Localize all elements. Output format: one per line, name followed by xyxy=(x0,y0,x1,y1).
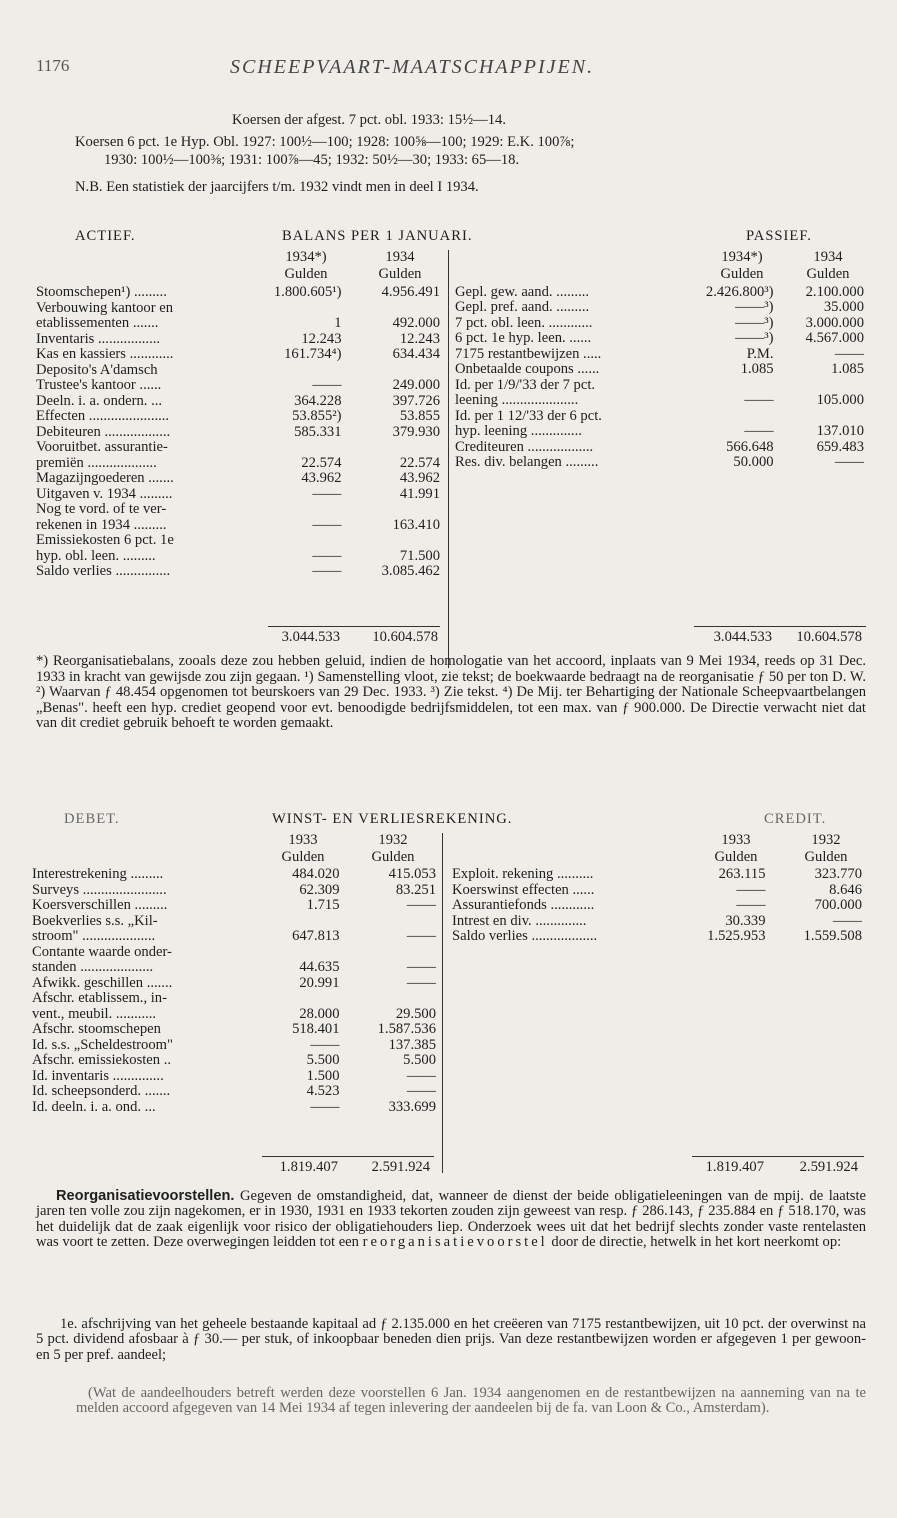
debet-label: Surveys ....................... xyxy=(32,881,167,898)
actief-value: 43.962 xyxy=(301,470,342,486)
passief-value: 659.483 xyxy=(816,438,864,455)
balans-right-total-1: 3.044.533 xyxy=(713,629,772,645)
debet-label: Afschr. emissiekosten .. xyxy=(32,1052,172,1068)
debet-value: 647.813 xyxy=(292,928,340,944)
reorg-paragraph-2: 1e. afschrijving van het geheele bestaande kapitaal ad ƒ 2.135.000 en het creëeren van 7175 restantbewijzen, uit 10 pct. der overwinst na 5 pct. dividend afosbaar à ƒ 30.— per stuk, of inkoopbaar beneden dien prijs. Van deze restantbewijzen worden er afgegeven 1 per gewoon- en 5 per pref. aandeel; xyxy=(36,1316,866,1363)
passief-value: ——³) xyxy=(735,314,774,331)
actief-label: Saldo verlies ............... xyxy=(36,563,171,579)
actief-row xyxy=(36,533,440,549)
actief-label: Effecten ...................... xyxy=(36,408,170,424)
balans-right-total-rule xyxy=(694,626,866,627)
debet-value: —— xyxy=(406,974,436,991)
reorg-heading: Reorganisatievoorstellen. xyxy=(56,1188,235,1204)
passief-value: —— xyxy=(834,454,864,470)
passief-label: 7175 restantbewijzen ..... xyxy=(455,345,602,362)
credit-value: —— xyxy=(832,912,862,929)
credit-value: 263.115 xyxy=(718,866,766,882)
passief-label: Id. per 1 12/'33 der 6 pct. xyxy=(455,407,602,424)
debet-row xyxy=(32,1007,436,1023)
balans-left-total-2: 10.604.578 xyxy=(372,629,438,645)
credit-label: Koerswinst effecten ...... xyxy=(452,881,595,898)
actief-label: hyp. obl. leen. ......... xyxy=(36,547,156,564)
debet-row xyxy=(32,1100,436,1116)
debet-value xyxy=(269,991,339,1007)
actief-value: 12.243 xyxy=(301,330,342,347)
debet-value xyxy=(340,914,436,930)
actief-row xyxy=(36,394,440,410)
passief-value: 1.085 xyxy=(740,361,774,377)
passief-value: 566.648 xyxy=(726,438,774,455)
actief-label: Deposito's A'damsch xyxy=(36,361,158,378)
debet-value: 484.020 xyxy=(292,866,340,882)
passief-value: 35.000 xyxy=(823,299,864,315)
debet-value xyxy=(340,945,436,961)
actief-row xyxy=(36,363,440,379)
debet-value: 62.309 xyxy=(299,881,340,898)
passief-value xyxy=(774,266,864,285)
passief-row xyxy=(455,455,864,471)
debet-value: —— xyxy=(406,1067,436,1084)
passief-row xyxy=(455,440,864,456)
actief-row xyxy=(36,502,440,518)
debet-row xyxy=(32,914,436,930)
actief-value: 585.331 xyxy=(294,423,342,440)
debet-value: 44.635 xyxy=(299,959,340,975)
actief-value: 12.243 xyxy=(399,330,440,347)
actief-value: 249.000 xyxy=(392,377,440,393)
debet-row xyxy=(32,991,436,1007)
debet-row xyxy=(32,929,436,945)
wv-left-total-1: 1.819.407 xyxy=(279,1159,338,1175)
passief-value: 4.567.000 xyxy=(805,330,864,346)
actief-row xyxy=(36,549,440,565)
passief-row xyxy=(455,331,864,347)
actief-row xyxy=(36,564,440,580)
actief-row xyxy=(36,285,440,301)
debet-value: 4.523 xyxy=(306,1083,340,1099)
actief-value: —— xyxy=(312,547,342,564)
actief-label: Trustee's kantoor ...... xyxy=(36,377,162,393)
actief-value xyxy=(273,440,341,456)
credit-value: 1.559.508 xyxy=(803,928,862,944)
passief-value xyxy=(696,269,773,285)
debet-label: Afschr. stoomschepen xyxy=(32,1021,161,1037)
balans-left-unit-1: Gulden xyxy=(284,266,328,282)
passief-label: Crediteuren .................. xyxy=(455,438,594,455)
debet-value: 20.991 xyxy=(299,974,340,991)
actief-value xyxy=(342,502,441,518)
actief-value xyxy=(273,363,341,379)
credit-value: 8.646 xyxy=(829,881,862,898)
credit-row xyxy=(452,929,862,945)
passief-row xyxy=(455,316,864,332)
debet-value: —— xyxy=(406,1083,436,1099)
actief-row xyxy=(36,518,440,534)
balans-right-unit-2: Gulden xyxy=(806,266,850,282)
debet-value: —— xyxy=(406,959,436,975)
debet-value: —— xyxy=(310,1098,340,1115)
actief-value: —— xyxy=(312,516,342,533)
balans-footnote: *) Reorganisatiebalans, zooals deze zou hebben geluid, indien de homologatie van het accoord, inplaats van 9 Mei 1934, reeds op 31 Dec. 1933 in kracht van gewijsde zou zijn gegaan. ¹) Samenstelling vloot, zie tekst; de boekwaarde bedraagt na de reorganisatie ƒ 50 per ton D. W. ²) Waarvan ƒ 48.454 opgenomen tot beurskoers van 29 Dec. 1933. ³) Zie tekst. ⁴) De Mij. ter Behartiging der Nationale Scheepvaartbelangen „Benas". heeft een hyp. crediet geopend voor evt. benoodigde bedrijfsmiddelen, tot een max. van ƒ 900.000. De Directie verwacht niet dat van dit crediet gebruik behoeft te worden gemaakt. xyxy=(36,653,866,731)
credit-row xyxy=(452,883,862,899)
actief-value: 22.574 xyxy=(301,454,342,471)
passief-value: P.M. xyxy=(746,345,774,362)
actief-value: 161.734⁴) xyxy=(284,346,342,362)
passief-value: ——³) xyxy=(735,299,774,315)
credit-table xyxy=(452,867,862,945)
actief-label: Verbouwing kantoor en xyxy=(36,299,173,316)
actief-label: Vooruitbet. assurantie- xyxy=(36,439,168,455)
credit-label: Assurantiefonds ............ xyxy=(452,897,595,913)
actief-row xyxy=(36,301,440,317)
actief-label: Inventaris ................. xyxy=(36,330,161,347)
credit-row xyxy=(452,914,862,930)
wv-right-unit-2: Gulden xyxy=(804,849,848,865)
actief-row xyxy=(36,378,440,394)
actief-value: —— xyxy=(312,377,342,393)
debet-label: Id. s.s. „Scheldestroom" xyxy=(32,1036,173,1053)
actief-row xyxy=(36,425,440,441)
passief-value: 2.426.800³) xyxy=(705,283,774,300)
debet-row xyxy=(32,883,436,899)
running-title: SCHEEPVAART-MAATSCHAPPIJEN. xyxy=(230,56,595,78)
passief-value: ——³) xyxy=(735,330,774,346)
credit-label: Intrest en div. .............. xyxy=(452,912,587,929)
debet-label: Contante waarde onder- xyxy=(32,943,172,960)
debet-value: —— xyxy=(406,928,436,944)
passief-label: Gepl. gew. aand. ......... xyxy=(455,283,590,300)
passief-value: —— xyxy=(744,392,774,408)
intro-nb: N.B. Een statistiek der jaarcijfers t/m. 1932 vindt men in deel I 1934. xyxy=(75,179,479,195)
actief-value xyxy=(342,440,441,456)
credit-value: —— xyxy=(736,881,766,898)
actief-label: Debiteuren .................. xyxy=(36,423,171,440)
credit-label: Saldo verlies .................. xyxy=(452,928,598,944)
debet-value xyxy=(269,945,339,961)
actief-value: 163.410 xyxy=(392,516,440,533)
actief-value: 43.962 xyxy=(399,470,440,486)
wv-left-total-rule xyxy=(262,1156,434,1157)
passief-row xyxy=(455,347,864,363)
debet-row xyxy=(32,976,436,992)
actief-row xyxy=(36,409,440,425)
wv-left-unit-2: Gulden xyxy=(371,849,415,865)
balans-title: BALANS PER 1 JANUARI. xyxy=(282,228,473,244)
balans-divider xyxy=(448,250,449,668)
wv-right-year-2: 1932 xyxy=(811,832,841,848)
credit-value: 700.000 xyxy=(814,897,862,913)
passief-row xyxy=(455,393,864,409)
debet-value xyxy=(340,991,436,1007)
debet-row xyxy=(32,1053,436,1069)
actief-value: 397.726 xyxy=(392,392,440,409)
actief-label: Emissiekosten 6 pct. 1e xyxy=(36,532,174,548)
debet-value: 518.401 xyxy=(292,1021,340,1037)
debet-value: 1.500 xyxy=(306,1067,340,1084)
actief-value xyxy=(342,301,441,317)
debet-value: 83.251 xyxy=(395,881,436,898)
actief-value: —— xyxy=(312,485,342,502)
debet-label: Interestrekening ......... xyxy=(32,866,164,882)
credit-row xyxy=(452,898,862,914)
passief-value: —— xyxy=(834,345,864,362)
passief-row xyxy=(455,424,864,440)
intro-line-1: Koersen der afgest. 7 pct. obl. 1933: 15½—14. xyxy=(232,112,506,128)
actief-row xyxy=(36,332,440,348)
actief-value: 22.574 xyxy=(399,454,440,471)
actief-value: 1.800.605¹) xyxy=(273,284,342,300)
passief-value: —— xyxy=(744,423,774,439)
debet-value: 5.500 xyxy=(306,1052,340,1068)
debet-row xyxy=(32,867,436,883)
debet-value: —— xyxy=(406,897,436,913)
wv-right-total-2: 2.591.924 xyxy=(799,1159,858,1175)
debet-value: 1.587.536 xyxy=(377,1021,436,1037)
passief-label xyxy=(455,269,696,285)
actief-value: 53.855 xyxy=(399,408,440,424)
passief-value xyxy=(696,378,773,394)
actief-value xyxy=(273,533,341,549)
debet-row xyxy=(32,1022,436,1038)
wv-right-unit-1: Gulden xyxy=(714,849,758,865)
credit-label: Exploit. rekening .......... xyxy=(452,866,594,882)
debet-row xyxy=(32,1069,436,1085)
actief-label: rekenen in 1934 ......... xyxy=(36,516,167,533)
debet-row xyxy=(32,945,436,961)
actief-value: 71.500 xyxy=(399,547,440,564)
actief-value xyxy=(342,363,441,379)
passief-label: Onbetaalde coupons ...... xyxy=(455,361,600,377)
debet-label: Id. deeln. i. a. ond. ... xyxy=(32,1098,156,1115)
actief-label: Stoomschepen¹) ......... xyxy=(36,284,167,300)
debet-value: 333.699 xyxy=(388,1098,436,1115)
debet-label: Koersverschillen ......... xyxy=(32,897,168,913)
balans-left-total-1: 3.044.533 xyxy=(281,629,340,645)
passief-value xyxy=(696,409,773,425)
wv-left-total-2: 2.591.924 xyxy=(371,1159,430,1175)
passief-value: 2.100.000 xyxy=(805,283,864,300)
debet-value: 28.000 xyxy=(299,1005,340,1022)
debet-value xyxy=(269,914,339,930)
debet-label: Boekverlies s.s. „Kil- xyxy=(32,912,158,929)
reorg-p1-spaced: reorganisatievoorstel xyxy=(362,1233,548,1250)
wv-divider xyxy=(442,833,443,1173)
passief-value: 3.000.000 xyxy=(805,314,864,331)
credit-value: 1.525.953 xyxy=(707,928,766,944)
balans-passief-head: PASSIEF. xyxy=(746,228,812,244)
passief-row xyxy=(455,378,864,394)
actief-label: Magazijngoederen ....... xyxy=(36,470,174,486)
debet-label: Afschr. etablissem., in- xyxy=(32,990,167,1006)
actief-value: 634.434 xyxy=(392,346,440,362)
wv-right-total-1: 1.819.407 xyxy=(705,1159,764,1175)
passief-row xyxy=(455,409,864,425)
actief-row xyxy=(36,316,440,332)
actief-value xyxy=(342,533,441,549)
balans-left-year-1: 1934*) xyxy=(285,249,327,265)
passief-value xyxy=(774,378,864,394)
actief-label: Deeln. i. a. ondern. ... xyxy=(36,392,163,409)
debet-row xyxy=(32,1038,436,1054)
actief-label: Kas en kassiers ............ xyxy=(36,346,174,362)
passief-value: 50.000 xyxy=(733,454,774,470)
balans-right-year-1: 1934*) xyxy=(721,249,763,265)
actief-row xyxy=(36,440,440,456)
balans-right-unit-1: Gulden xyxy=(720,266,764,282)
passief-label: hyp. leening .............. xyxy=(455,423,582,439)
actief-row xyxy=(36,487,440,503)
passief-row xyxy=(455,269,864,285)
intro-line-3: 1930: 100½—100⅜; 1931: 100⅞—45; 1932: 50½—30; 1933: 65—18. xyxy=(104,152,520,168)
debet-value: 137.385 xyxy=(388,1036,436,1053)
actief-label: Uitgaven v. 1934 ......... xyxy=(36,485,173,502)
reorg-paragraph-1 xyxy=(36,1189,866,1250)
debet-row xyxy=(32,1084,436,1100)
passief-label: 6 pct. 1e hyp. leen. ...... xyxy=(455,330,592,346)
reorg-p1-a: Gegeven de omstandigheid, dat, wanneer de dienst der beide obligatieleeningen van de mpij. de laatste jaren ten volle zou zijn nagekomen, er in 1930, 1931 en 1933 tekorten zouden zijn geweest van resp. ƒ 286.143, ƒ 235.884 en ƒ 518.170, was het duidelijk dat de zaak eigenlijk voor risico der obligatiehouders liep. Onderzoek wees uit dat het bedrijf slechts zonder vaste rentelasten was voort te zetten. Deze overwegingen leidden tot een xyxy=(36,1188,866,1250)
wv-left-year-1: 1933 xyxy=(288,832,318,848)
actief-label: etablissementen ....... xyxy=(36,315,159,331)
passief-value: 1.085 xyxy=(831,361,864,377)
passief-value: 105.000 xyxy=(816,392,864,408)
passief-row xyxy=(455,285,864,301)
actief-value: 41.991 xyxy=(399,485,440,502)
passief-label: leening ..................... xyxy=(455,392,579,408)
actief-value xyxy=(273,301,341,317)
actief-table xyxy=(36,285,440,580)
actief-value: 492.000 xyxy=(392,315,440,331)
debet-label: standen .................... xyxy=(32,959,154,975)
wv-right-total-rule xyxy=(692,1156,864,1157)
actief-label: Nog te vord. of te ver- xyxy=(36,501,167,517)
debet-label: Afwikk. geschillen ....... xyxy=(32,974,173,991)
debet-table xyxy=(32,867,436,1115)
reorg-paragraph-3: (Wat de aandeelhouders betreft werden deze voorstellen 6 Jan. 1934 aangenomen en de restantbewijzen na aanneming van na te melden accoord afgegeven van 14 Mei 1934 af tegen inlevering der aandeelen bij de fa. van Loon & Co., Amsterdam). xyxy=(76,1385,866,1417)
actief-row xyxy=(36,456,440,472)
actief-value: 1 xyxy=(334,315,342,331)
actief-value: 53.855²) xyxy=(292,408,342,424)
passief-value: 137.010 xyxy=(816,423,864,439)
wv-title: WINST- EN VERLIESREKENING. xyxy=(272,811,513,827)
actief-value xyxy=(273,502,341,518)
debet-value: 415.053 xyxy=(388,866,436,882)
actief-label: premiën ................... xyxy=(36,454,157,471)
balans-right-year-2: 1934 xyxy=(813,249,843,265)
debet-value: —— xyxy=(310,1036,340,1053)
actief-value: 364.228 xyxy=(294,392,342,409)
debet-value: 5.500 xyxy=(403,1052,436,1068)
actief-value: 3.085.462 xyxy=(381,563,440,579)
passief-label: Res. div. belangen ......... xyxy=(455,454,599,470)
page-number: 1176 xyxy=(36,56,70,75)
credit-row xyxy=(452,867,862,883)
actief-value: 4.956.491 xyxy=(381,284,440,300)
wv-right-year-1: 1933 xyxy=(721,832,751,848)
balans-left-total-rule xyxy=(268,626,440,627)
credit-value: 323.770 xyxy=(814,866,862,882)
passief-label: Gepl. pref. aand. ......... xyxy=(455,299,590,315)
wv-credit-head: CREDIT. xyxy=(764,811,827,827)
passief-table xyxy=(455,266,864,471)
debet-label: Id. inventaris .............. xyxy=(32,1067,164,1084)
passief-label: 7 pct. obl. leen. ............ xyxy=(455,314,593,331)
actief-value: —— xyxy=(312,563,342,579)
passief-row xyxy=(455,300,864,316)
debet-value: 1.715 xyxy=(306,897,340,913)
balans-right-total-2: 10.604.578 xyxy=(796,629,862,645)
passief-value xyxy=(774,409,864,425)
balans-left-unit-2: Gulden xyxy=(378,266,422,282)
debet-label: Id. scheepsonderd. ....... xyxy=(32,1083,171,1099)
wv-left-unit-1: Gulden xyxy=(281,849,325,865)
debet-label: stroom" .................... xyxy=(32,928,156,944)
passief-row xyxy=(455,362,864,378)
reorg-p1-b: door de directie, hetwelk in het kort neerkomt op: xyxy=(551,1233,842,1250)
debet-row xyxy=(32,960,436,976)
balans-left-year-2: 1934 xyxy=(385,249,415,265)
credit-value: —— xyxy=(736,897,766,913)
debet-row xyxy=(32,898,436,914)
actief-row xyxy=(36,471,440,487)
debet-value: 29.500 xyxy=(395,1005,436,1022)
debet-label: vent., meubil. ........... xyxy=(32,1005,157,1022)
credit-value: 30.339 xyxy=(725,912,766,929)
intro-line-2: Koersen 6 pct. 1e Hyp. Obl. 1927: 100½—100; 1928: 100⅝—100; 1929: E.K. 100⅞; xyxy=(75,134,575,150)
wv-left-year-2: 1932 xyxy=(378,832,408,848)
actief-value: 379.930 xyxy=(392,423,440,440)
passief-label: Id. per 1/9/'33 der 7 pct. xyxy=(455,376,596,393)
wv-debet-head: DEBET. xyxy=(64,811,120,827)
actief-row xyxy=(36,347,440,363)
balans-actief-head: ACTIEF. xyxy=(75,228,136,244)
